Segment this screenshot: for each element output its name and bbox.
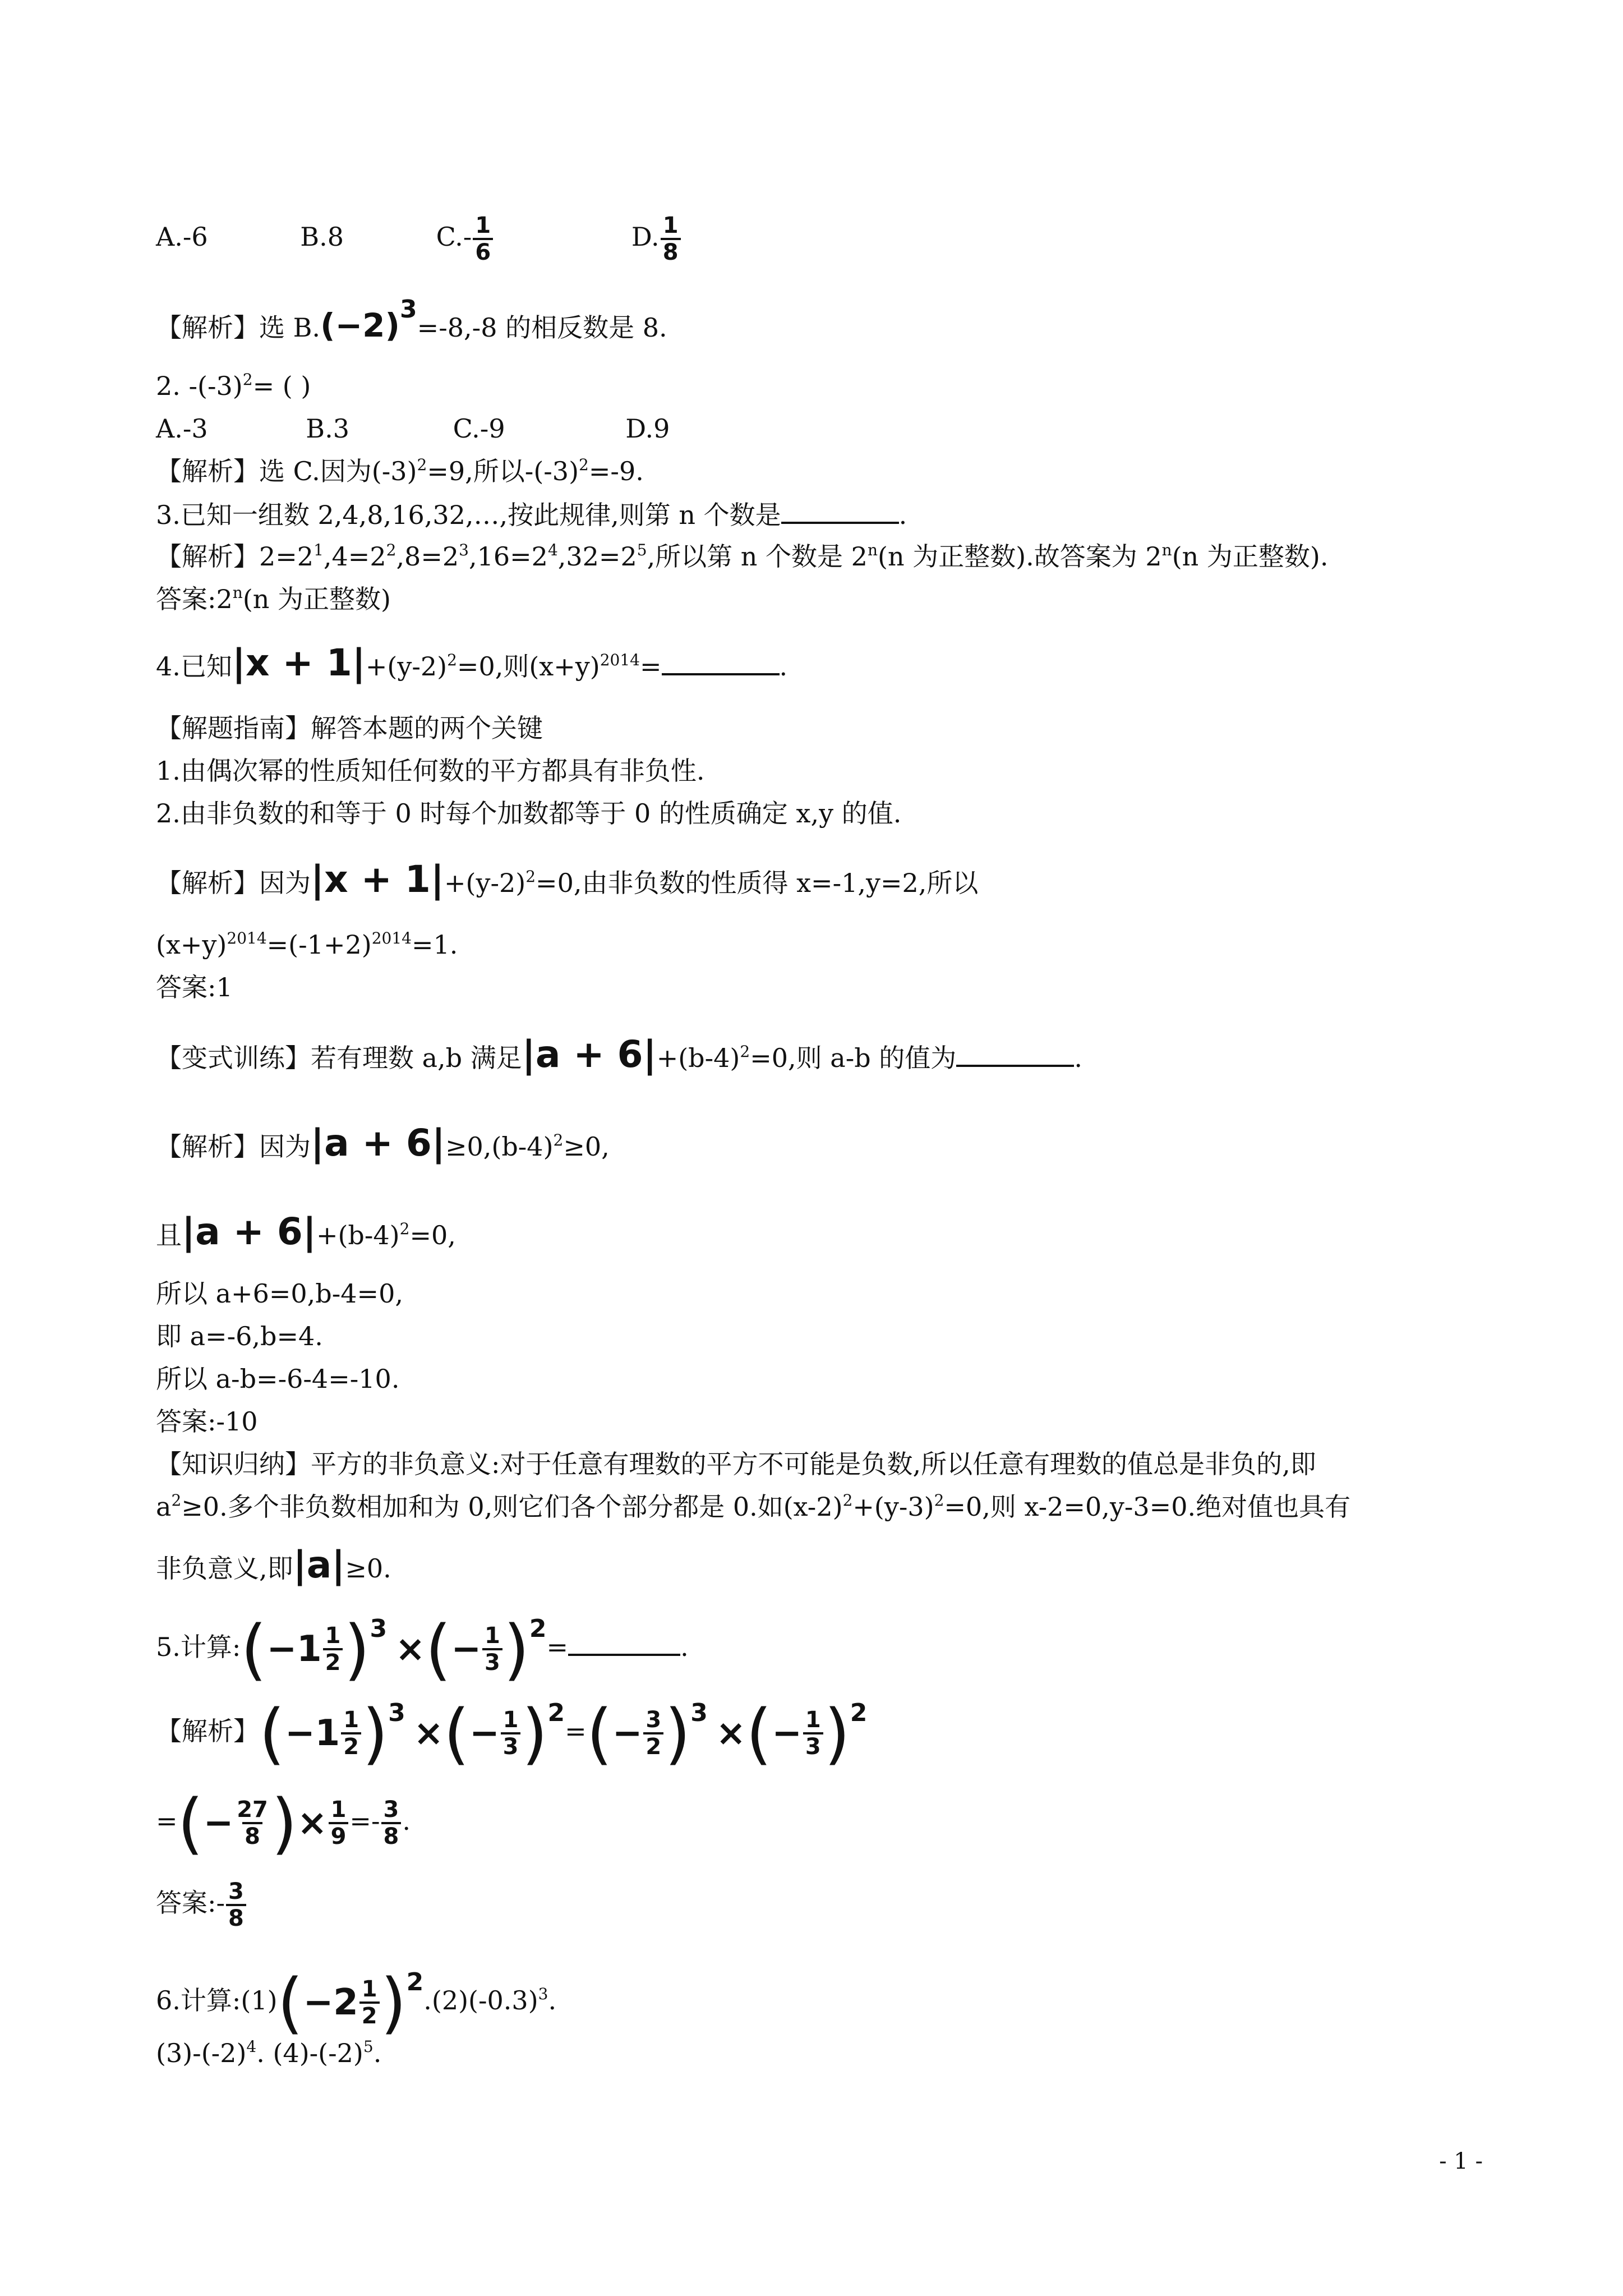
variant-line5: 所以 a-b=-6-4=-10. bbox=[156, 1364, 400, 1394]
summary-line3: 非负意义,即|a|≥0. bbox=[156, 1543, 391, 1586]
summary-line1: 【知识归纳】平方的非负意义:对于任意有理数的平方不可能是负数,所以任意有理数的值总是非负的,即 bbox=[156, 1449, 1316, 1479]
variant-answer: 答案:-10 bbox=[156, 1406, 258, 1437]
option-d: D. $\frac{1}{8}$ bbox=[631, 213, 682, 265]
q2-options bbox=[156, 412, 670, 445]
fraction: $\frac{1}{3}$ bbox=[803, 1708, 823, 1759]
option-a: A.-6 bbox=[156, 222, 208, 252]
variant-analysis-line2: 且$|a + 6|+(b-4)^2=0$, bbox=[156, 1210, 456, 1253]
fraction: $\frac{3}{2}$ bbox=[643, 1708, 663, 1759]
option-d: D.9 bbox=[625, 413, 670, 444]
summary-line2: $a^2\ge 0$.多个非负数相加和为 0,则它们各个部分都是 0.如$(x-2)^2+(y-3)^2=0$,则 x-2=0,y-3=0.绝对值也具有 bbox=[156, 1491, 1351, 1522]
answer-blank bbox=[781, 497, 899, 524]
fraction: $\frac{1}{3}$ bbox=[482, 1623, 502, 1675]
fraction: $\frac{27}{8}$ bbox=[237, 1797, 268, 1849]
q1-analysis: 【解析】选 B.(−2)3=-8,-8 的相反数是 8. bbox=[156, 295, 667, 344]
q5-analysis: 【解析】(−1 $\frac{1}{2}$ )3 ×(− $\frac{1}{3}$ )2=(− $\frac{3}{2}$ )3 ×(− $\frac{1}{3}$ )2 bbox=[156, 1695, 868, 1772]
option-b: B.8 bbox=[300, 222, 344, 252]
q6-stem: 6.计算:(1)(−2 $\frac{1}{2}$ )$2.(2)(-0.3)^3$. bbox=[156, 1964, 557, 2041]
option-a: A.-3 bbox=[156, 413, 208, 444]
q4-guide-point-2: 2.由非负数的和等于 0 时每个加数都等于 0 的性质确定 x,y 的值. bbox=[156, 798, 902, 829]
fraction: $\frac{1}{8}$ bbox=[661, 213, 681, 265]
answer-blank bbox=[662, 648, 780, 675]
fraction: $\frac{1}{2}$ bbox=[359, 1977, 380, 2028]
q4-guide: 【解题指南】解答本题的两个关键 bbox=[156, 713, 543, 743]
q4-analysis: 【解析】因为$|x + 1|+(y-2)^2=0$,由非负数的性质得 x=-1,y=2,所以 bbox=[156, 858, 979, 901]
q5-analysis-line2: =(− $\frac{27}{8}$ )× $\frac{1}{9}$ =- $\frac{3}{8}$ . bbox=[156, 1784, 411, 1862]
variant-line4: 即 a=-6,b=4. bbox=[156, 1321, 323, 1351]
q4-answer: 答案:1 bbox=[156, 972, 233, 1002]
fraction: $\frac{1}{2}$ bbox=[323, 1623, 343, 1675]
q2-stem: 2. $-(-3)^2=$ ( ) bbox=[156, 370, 311, 401]
option-b: B.3 bbox=[306, 413, 349, 444]
q3-analysis: 【解析】$2=2^1,4=2^2,8=2^3,16=2^4,32=2^5$,所以第 n 个数是 2$^n$(n 为正整数).故答案为 2$^n$(n 为正整数). bbox=[156, 541, 1329, 572]
q3-answer: 答案:2$^n$(n 为正整数) bbox=[156, 583, 391, 614]
q6-line2: $(3)-(-2)^4$. $(4)-(-2)^5$. bbox=[156, 2037, 382, 2068]
variant-stem: 【变式训练】若有理数 a,b 满足$|a + 6|+(b-4)^2=0$,则 a-b 的值为 . bbox=[156, 1033, 1082, 1076]
q4-analysis-line2: $(x+y)^{2014}=(-1+2)^{2014}=1$. bbox=[156, 929, 458, 960]
answer-blank bbox=[956, 1040, 1074, 1067]
q1-options bbox=[156, 213, 682, 265]
variant-line3: 所以 a+6=0,b-4=0, bbox=[156, 1278, 403, 1309]
fraction: $\frac{3}{8}$ bbox=[381, 1797, 402, 1849]
fraction: $\frac{1}{9}$ bbox=[329, 1797, 349, 1849]
q5-answer: 答案:- $\frac{3}{8}$ bbox=[156, 1879, 247, 1931]
fraction: $\frac{1}{3}$ bbox=[501, 1708, 521, 1759]
q3-stem: 3.已知一组数 2,4,8,16,32,…,按此规律,则第 n 个数是 . bbox=[156, 497, 907, 532]
fraction: $\frac{1}{2}$ bbox=[341, 1708, 361, 1759]
fraction: $\frac{1}{6}$ bbox=[473, 213, 493, 265]
answer-blank bbox=[568, 1629, 680, 1656]
variant-analysis: 【解析】因为$|a + 6|\ge 0,(b-4)^2\ge 0$, bbox=[156, 1121, 610, 1165]
page-number: - 1 - bbox=[1439, 2148, 1483, 2174]
fraction: $\frac{3}{8}$ bbox=[226, 1879, 246, 1931]
q2-analysis: 【解析】选 C.因为$(-3)^2=9$,所以$-(-3)^2=-9$. bbox=[156, 455, 644, 486]
q4-guide-point-1: 1.由偶次幂的性质知任何数的平方都具有非负性. bbox=[156, 756, 705, 786]
option-c: C.-9 bbox=[453, 413, 505, 444]
q4-stem: 4.已知$|x + 1|+(y-2)^2=0$,则$(x+y)^{2014}=$ . bbox=[156, 641, 788, 684]
option-c: C.- $\frac{1}{6}$ bbox=[436, 213, 495, 265]
q5-stem: 5.计算:(−1 $\frac{1}{2}$ )3 ×(− $\frac{1}{3}$ )2= . bbox=[156, 1611, 689, 1688]
